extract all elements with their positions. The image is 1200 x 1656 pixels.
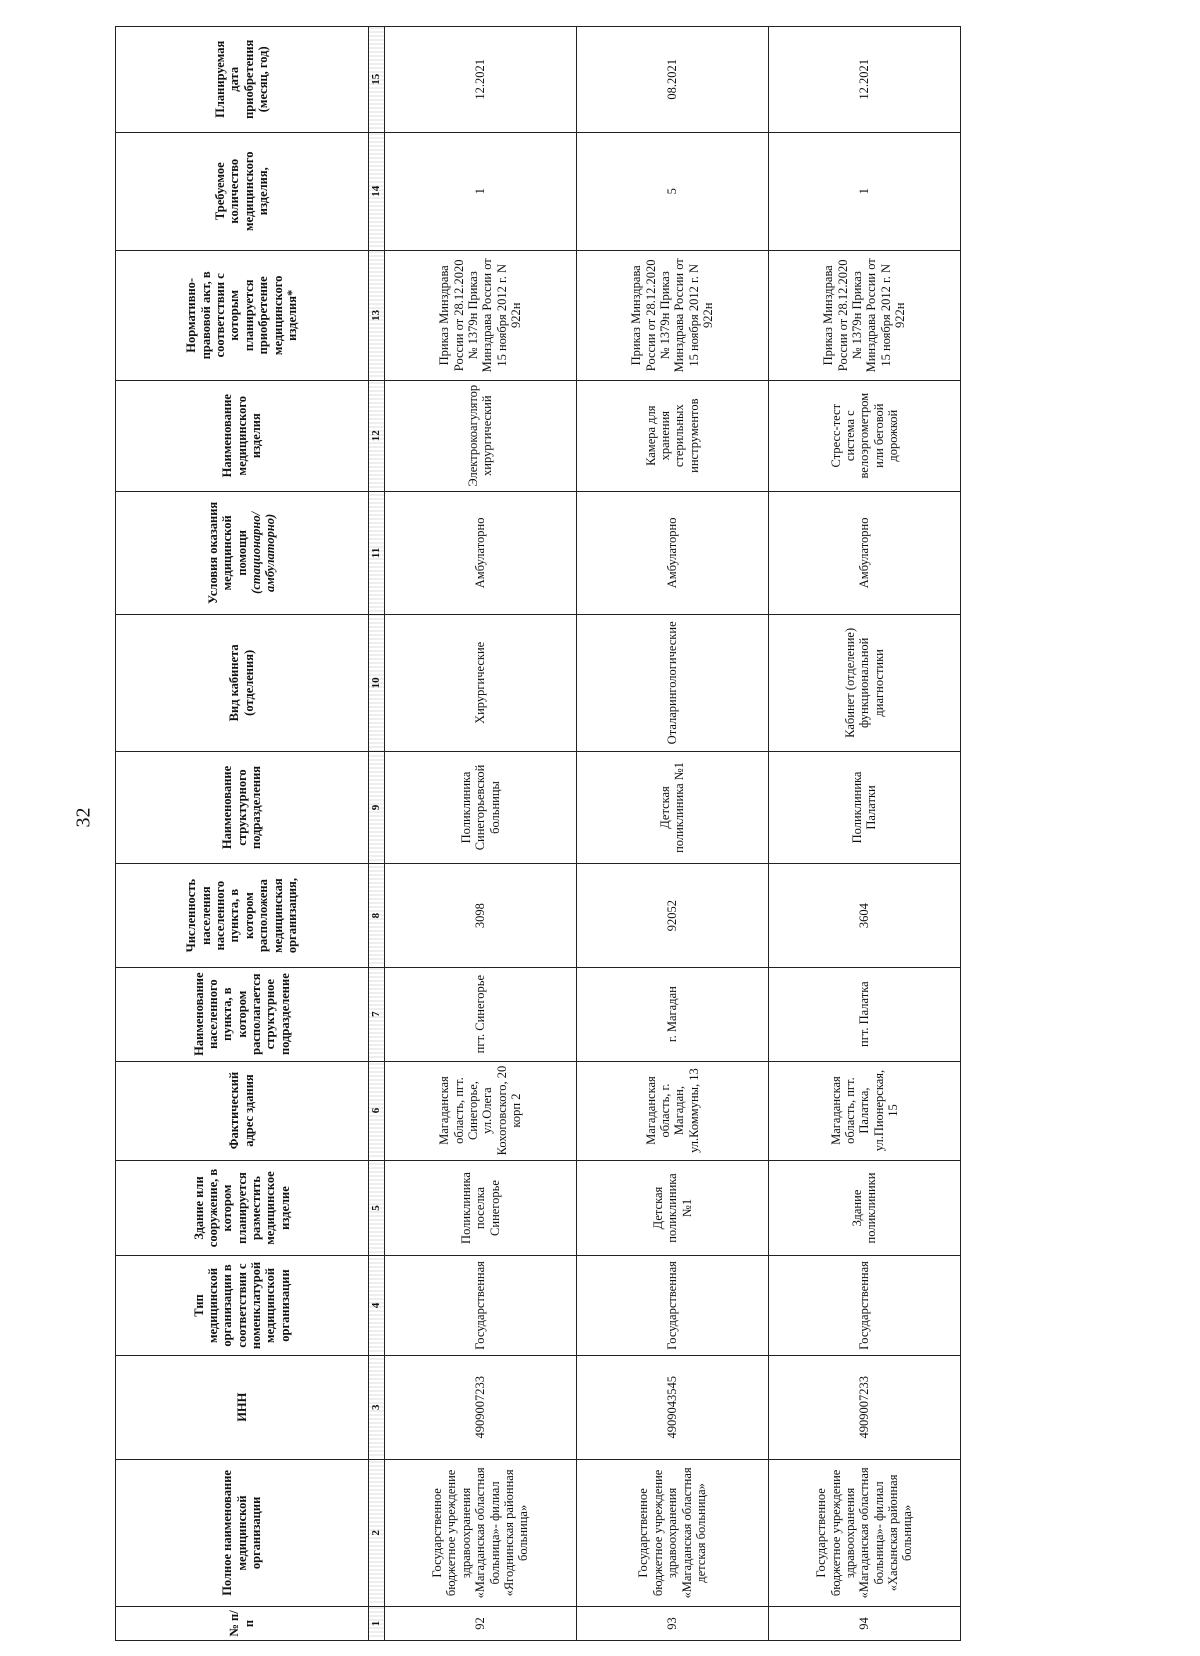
page-number: 32 [72, 807, 95, 828]
cell-conditions: Амбулаторно [576, 491, 768, 615]
cell-device: Электрокоагулятор хирургический [384, 380, 576, 491]
cell-inn: 4909007233 [768, 1355, 960, 1459]
col-number: 7 [368, 967, 384, 1061]
cell-device: Стресс-тест система с велоэргометром или беговой дорожкой [768, 380, 960, 491]
cell-address: Магаданская область, г. Магадан, ул.Коммуны, 13 [576, 1061, 768, 1160]
cell-unit: Поликлиника Синегорьевской больницы [384, 751, 576, 864]
cell-qty: 1 [384, 132, 576, 250]
header-row [116, 27, 369, 1641]
cell-unit: Поликлиника Палатки [768, 751, 960, 864]
table-row [768, 27, 960, 1641]
col-header-locality: Наименование населенного пункта, в котором располагается структурное подразделение [116, 967, 369, 1061]
cell-qty: 5 [576, 132, 768, 250]
table-row [576, 27, 768, 1641]
cell-address: Магаданская область, пгт. Палатка, ул.Пионерская, 15 [768, 1061, 960, 1160]
col-header-conditions-label: Условия оказания медицинской помощи [205, 501, 249, 604]
cell-act: Приказ Минздрава России от 28.12.2020 № 1379н Приказ Минздрава России от 15 ноября 2012 г. N 922н [768, 250, 960, 380]
cell-org-name: Государственное бюджетное учреждение здравоохранения «Магаданская областная больница»- филиал «Хасынская районная больница» [768, 1459, 960, 1606]
cell-type: Государственная [768, 1256, 960, 1355]
col-header-conditions [116, 491, 369, 615]
col-number: 14 [368, 132, 384, 250]
col-number: 4 [368, 1256, 384, 1355]
col-header-cabinet: Вид кабинета (отделения) [116, 615, 369, 751]
cell-population: 92052 [576, 864, 768, 967]
cell-locality: пгт. Синегорье [384, 967, 576, 1061]
cell-org-name: Государственное бюджетное учреждение здравоохранения «Магаданская областная детская больница» [576, 1459, 768, 1606]
cell-conditions: Амбулаторно [768, 491, 960, 615]
cell-org-name: Государственное бюджетное учреждение здравоохранения «Магаданская областная больница»- филиал «Ягоднинская районная больница» [384, 1459, 576, 1606]
col-number: 3 [368, 1355, 384, 1459]
col-number: 8 [368, 864, 384, 967]
cell-address: Магаданская область, пгт. Синегорье, ул.Олега Кохоговского, 20 корп 2 [384, 1061, 576, 1160]
col-header-conditions-italic: (стационарно/амбулаторно) [249, 511, 278, 594]
cell-inn: 4909007233 [384, 1355, 576, 1459]
col-number: 2 [368, 1459, 384, 1606]
cell-cabinet: Оталарингологические [576, 615, 768, 751]
col-number: 13 [368, 250, 384, 380]
cell-population: 3604 [768, 864, 960, 967]
col-number: 10 [368, 615, 384, 751]
cell-inn: 4909043545 [576, 1355, 768, 1459]
col-number: 12 [368, 380, 384, 491]
column-number-row [368, 27, 384, 1641]
cell-act: Приказ Минздрава России от 28.12.2020 № 1379н Приказ Минздрава России от 15 ноября 2012 г. N 922н [384, 250, 576, 380]
col-number: 15 [368, 27, 384, 133]
col-number: 5 [368, 1160, 384, 1256]
cell-date: 12.2021 [384, 27, 576, 133]
cell-building: Детская поликлиника №1 [576, 1160, 768, 1256]
cell-building: Поликлиника поселка Синегорье [384, 1160, 576, 1256]
cell-date: 12.2021 [768, 27, 960, 133]
cell-type: Государственная [576, 1256, 768, 1355]
cell-num: 93 [576, 1606, 768, 1640]
col-header-name: Полное наименование медицинской организации [116, 1459, 369, 1606]
col-header-type: Тип медицинской организации в соответствии с номенклатурой медицинской организации [116, 1256, 369, 1355]
cell-cabinet: Хирургические [384, 615, 576, 751]
col-header-address: Фактический адрес здания [116, 1061, 369, 1160]
table-row [384, 27, 576, 1641]
col-number: 9 [368, 751, 384, 864]
cell-cabinet: Кабинет (отделение) функциональной диагностики [768, 615, 960, 751]
equipment-table [115, 26, 961, 1641]
cell-building: Здание поликлиники [768, 1160, 960, 1256]
document-sheet [115, 26, 961, 1641]
cell-act: Приказ Минздрава России от 28.12.2020 № 1379н Приказ Минздрава России от 15 ноября 2012 г. N 922н [576, 250, 768, 380]
cell-type: Государственная [384, 1256, 576, 1355]
col-header-qty: Требуемое количество медицинского изделия, [116, 132, 369, 250]
col-header-act: Нормативно-правовой акт, в соответствии с которым планируется приобретение медицинского изделия* [116, 250, 369, 380]
col-number: 6 [368, 1061, 384, 1160]
col-header-population: Численность населения населенного пункта, в котором расположена медицинская организация, [116, 864, 369, 967]
cell-locality: пгт. Палатка [768, 967, 960, 1061]
col-number: 11 [368, 491, 384, 615]
cell-device: Камера для хранения стерильных инструментов [576, 380, 768, 491]
col-header-num: № п/п [116, 1606, 369, 1640]
cell-num: 94 [768, 1606, 960, 1640]
col-header-inn: ИНН [116, 1355, 369, 1459]
cell-date: 08.2021 [576, 27, 768, 133]
cell-qty: 1 [768, 132, 960, 250]
cell-num: 92 [384, 1606, 576, 1640]
col-header-date: Планируемая дата приобретения (месяц, год) [116, 27, 369, 133]
cell-population: 3098 [384, 864, 576, 967]
cell-conditions: Амбулаторно [384, 491, 576, 615]
col-header-building: Здание или сооружение, в котором планируется разместить медицинское изделие [116, 1160, 369, 1256]
cell-locality: г. Магадан [576, 967, 768, 1061]
col-header-device: Наименование медицинского изделия [116, 380, 369, 491]
col-header-unit: Наименование структурного подразделения [116, 751, 369, 864]
cell-unit: Детская поликлиника №1 [576, 751, 768, 864]
col-number: 1 [368, 1606, 384, 1640]
